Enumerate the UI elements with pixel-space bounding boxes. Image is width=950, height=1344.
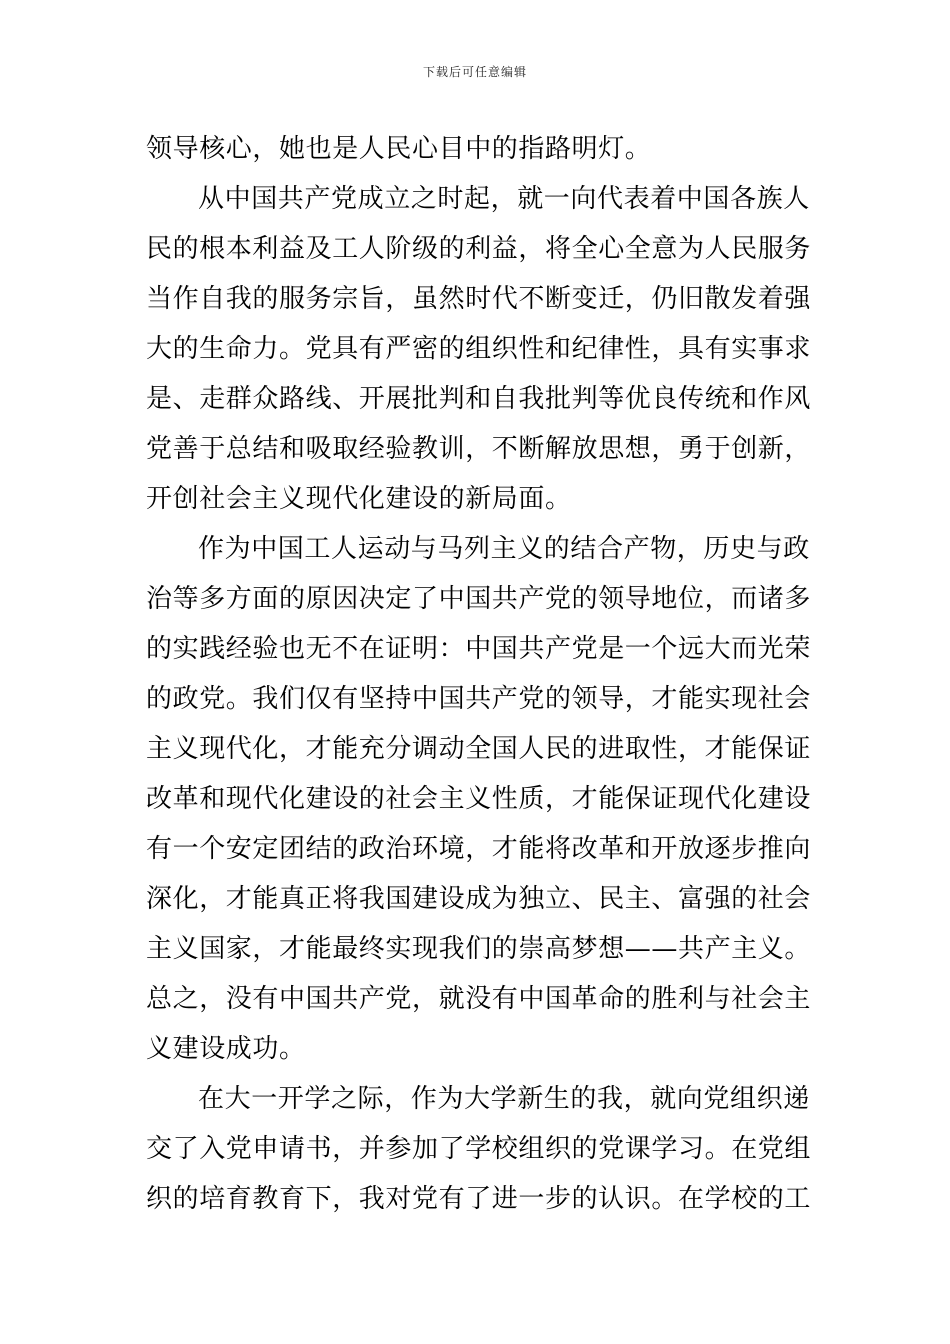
page-header: 下载后可任意编辑 bbox=[422, 65, 527, 79]
text-line: 改革和现代化建设的社会主义性质，才能保证现代化建设 bbox=[146, 784, 812, 814]
text-line: 主义国家，才能最终实现我们的崇高梦想——共产主义。 bbox=[146, 934, 812, 964]
text-line: 在大一开学之际，作为大学新生的我，就向党组织递 bbox=[198, 1084, 810, 1114]
text-line: 主义现代化，才能充分调动全国人民的进取性，才能保证 bbox=[146, 734, 812, 764]
text-line: 大的生命力。党具有严密的组织性和纪律性，具有实事求 bbox=[146, 334, 812, 364]
text-line: 民的根本利益及工人阶级的利益，将全心全意为人民服务 bbox=[146, 234, 812, 264]
text-line: 总之，没有中国共产党，就没有中国革命的胜利与社会主 bbox=[146, 984, 812, 1014]
text-line: 从中国共产党成立之时起，就一向代表着中国各族人 bbox=[198, 184, 810, 214]
text-line: 有一个安定团结的政治环境，才能将改革和开放逐步推向 bbox=[146, 834, 812, 864]
text-line: 治等多方面的原因决定了中国共产党的领导地位，而诸多 bbox=[146, 584, 812, 614]
text-line: 当作自我的服务宗旨，虽然时代不断变迁，仍旧散发着强 bbox=[146, 284, 812, 314]
text-line: 交了入党申请书，并参加了学校组织的党课学习。在党组 bbox=[146, 1134, 812, 1164]
text-line: 领导核心，她也是人民心目中的指路明灯。 bbox=[146, 134, 652, 164]
text-line: 的政党。我们仅有坚持中国共产党的领导，才能实现社会 bbox=[146, 684, 812, 714]
text-line: 织的培育教育下，我对党有了进一步的认识。在学校的工 bbox=[146, 1184, 812, 1214]
text-line: 开创社会主义现代化建设的新局面。 bbox=[146, 484, 572, 514]
text-line: 义建设成功。 bbox=[146, 1034, 306, 1064]
text-line: 党善于总结和吸取经验教训，不断解放思想，勇于创新， bbox=[146, 434, 812, 464]
document-body bbox=[146, 124, 810, 1224]
text-line: 的实践经验也无不在证明：中国共产党是一个远大而光荣 bbox=[146, 634, 812, 664]
text-line: 深化，才能真正将我国建设成为独立、民主、富强的社会 bbox=[146, 884, 812, 914]
text-line: 是、走群众路线、开展批判和自我批判等优良传统和作风 bbox=[146, 384, 812, 414]
text-line: 作为中国工人运动与马列主义的结合产物，历史与政 bbox=[198, 534, 810, 564]
